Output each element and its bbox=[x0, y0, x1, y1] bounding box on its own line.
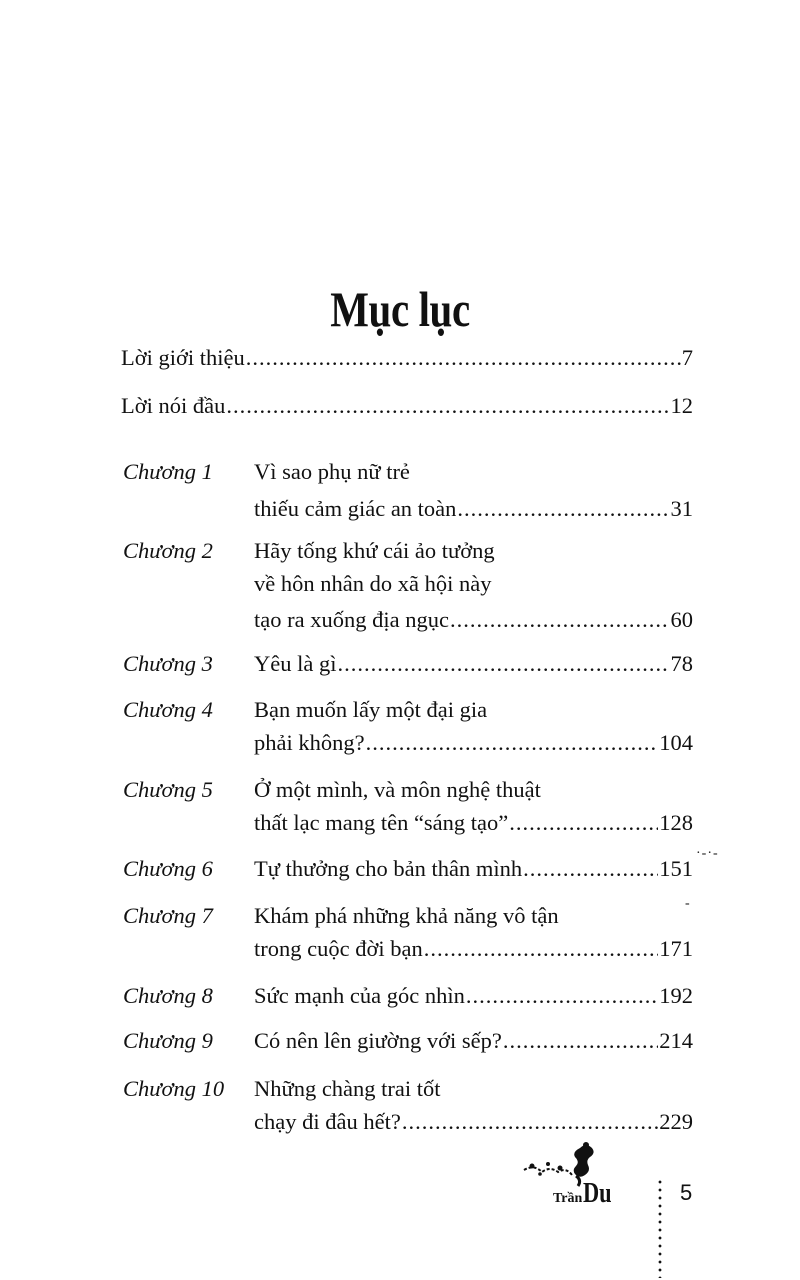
logo-word: Du bbox=[583, 1178, 612, 1209]
toc-entry-chapter-7 bbox=[254, 901, 693, 964]
toc-entry-text: Lời nói đầu bbox=[121, 393, 226, 418]
chapter-title-line: Ở một mình, và môn nghệ thuật bbox=[254, 777, 541, 802]
chapter-title-line: thất lạc mang tên “sáng tạo” bbox=[254, 810, 509, 835]
chapter-title-line: phải không? bbox=[254, 730, 365, 755]
chapter-title-line: Yêu là gì bbox=[254, 651, 337, 676]
toc-entry-chapter-6 bbox=[254, 854, 693, 884]
page-title: Mục lục bbox=[330, 281, 470, 337]
toc-entry-chapter-4 bbox=[254, 695, 693, 758]
logo-word: Trần bbox=[553, 1191, 583, 1206]
chapter-label: Chương 9 bbox=[123, 1028, 213, 1053]
toc-entry-preface bbox=[121, 391, 693, 421]
toc-entry-chapter-3 bbox=[254, 649, 693, 679]
toc-entry-chapter-8 bbox=[254, 981, 693, 1011]
toc-entry-chapter-5 bbox=[254, 775, 693, 838]
dot-leader bbox=[450, 605, 670, 635]
dot-leader bbox=[402, 1107, 658, 1137]
dot-leader bbox=[366, 728, 659, 758]
dot-leader bbox=[466, 981, 658, 1011]
chapter-title-line: tạo ra xuống địa ngục bbox=[254, 607, 449, 632]
chapter-title-line: Sức mạnh của góc nhìn bbox=[254, 983, 465, 1008]
toc-entry-page: 60 bbox=[670, 607, 693, 632]
chapter-title-line: Những chàng trai tốt bbox=[254, 1076, 441, 1101]
toc-entry-chapter-9 bbox=[254, 1026, 693, 1056]
toc-entry-page: 12 bbox=[670, 393, 693, 418]
chapter-title-line: Tự thưởng cho bản thân mình bbox=[254, 856, 523, 881]
toc-entry-chapter-10 bbox=[254, 1074, 693, 1137]
dot-leader bbox=[424, 934, 659, 964]
chapter-label: Chương 1 bbox=[123, 459, 213, 484]
toc-entry-page: 78 bbox=[670, 651, 693, 676]
dot-leader bbox=[337, 649, 669, 679]
ink-speck: - bbox=[685, 896, 690, 911]
page-number: 5 bbox=[680, 1180, 693, 1205]
toc-entry-page: 31 bbox=[670, 496, 693, 521]
dot-leader bbox=[523, 854, 658, 884]
dot-leader bbox=[246, 343, 681, 373]
chapter-title-line: trong cuộc đời bạn bbox=[254, 936, 423, 961]
chapter-label: Chương 8 bbox=[123, 983, 213, 1008]
toc-entry-chapter-1 bbox=[254, 457, 693, 524]
toc-entry-page: 151 bbox=[659, 856, 693, 881]
chapter-title-line: chạy đi đâu hết? bbox=[254, 1109, 401, 1134]
ink-speck: ·-·- bbox=[696, 846, 719, 861]
toc-entry-page: 214 bbox=[659, 1028, 693, 1053]
chapter-label: Chương 10 bbox=[123, 1076, 225, 1101]
chapter-label: Chương 6 bbox=[123, 856, 213, 881]
chapter-title-line: Có nên lên giường với sếp? bbox=[254, 1028, 502, 1053]
chapter-label: Chương 2 bbox=[123, 538, 213, 563]
chapter-title-line: Hãy tống khứ cái ảo tưởng bbox=[254, 538, 495, 563]
chapter-title-line: Khám phá những khả năng vô tận bbox=[254, 903, 559, 928]
chapter-label: Chương 3 bbox=[123, 651, 213, 676]
chapter-label: Chương 7 bbox=[123, 903, 213, 928]
dot-leader bbox=[503, 1026, 658, 1056]
toc-entry-chapter-2 bbox=[254, 536, 693, 635]
chapter-label: Chương 5 bbox=[123, 777, 213, 802]
toc-entry-page: 229 bbox=[659, 1109, 693, 1134]
toc-entry-page: 192 bbox=[659, 983, 693, 1008]
toc-entry-page: 104 bbox=[659, 730, 693, 755]
toc-entry-intro bbox=[121, 343, 693, 373]
page-divider bbox=[658, 1178, 662, 1278]
chapter-label: Chương 4 bbox=[123, 697, 213, 722]
dot-leader bbox=[509, 808, 658, 838]
toc-entry-page: 128 bbox=[659, 810, 693, 835]
chapter-title-line: Vì sao phụ nữ trẻ bbox=[254, 459, 410, 484]
chapter-title-line: Bạn muốn lấy một đại gia bbox=[254, 697, 488, 722]
chapter-title-line: về hôn nhân do xã hội này bbox=[254, 571, 492, 596]
toc-entry-text: Lời giới thiệu bbox=[121, 345, 245, 370]
author-logo bbox=[553, 1178, 619, 1210]
toc-entry-page: 7 bbox=[681, 345, 693, 370]
toc-entry-page: 171 bbox=[659, 936, 693, 961]
chapter-title-line: thiếu cảm giác an toàn bbox=[254, 496, 457, 521]
dot-leader bbox=[226, 391, 669, 421]
dot-leader bbox=[457, 494, 669, 524]
